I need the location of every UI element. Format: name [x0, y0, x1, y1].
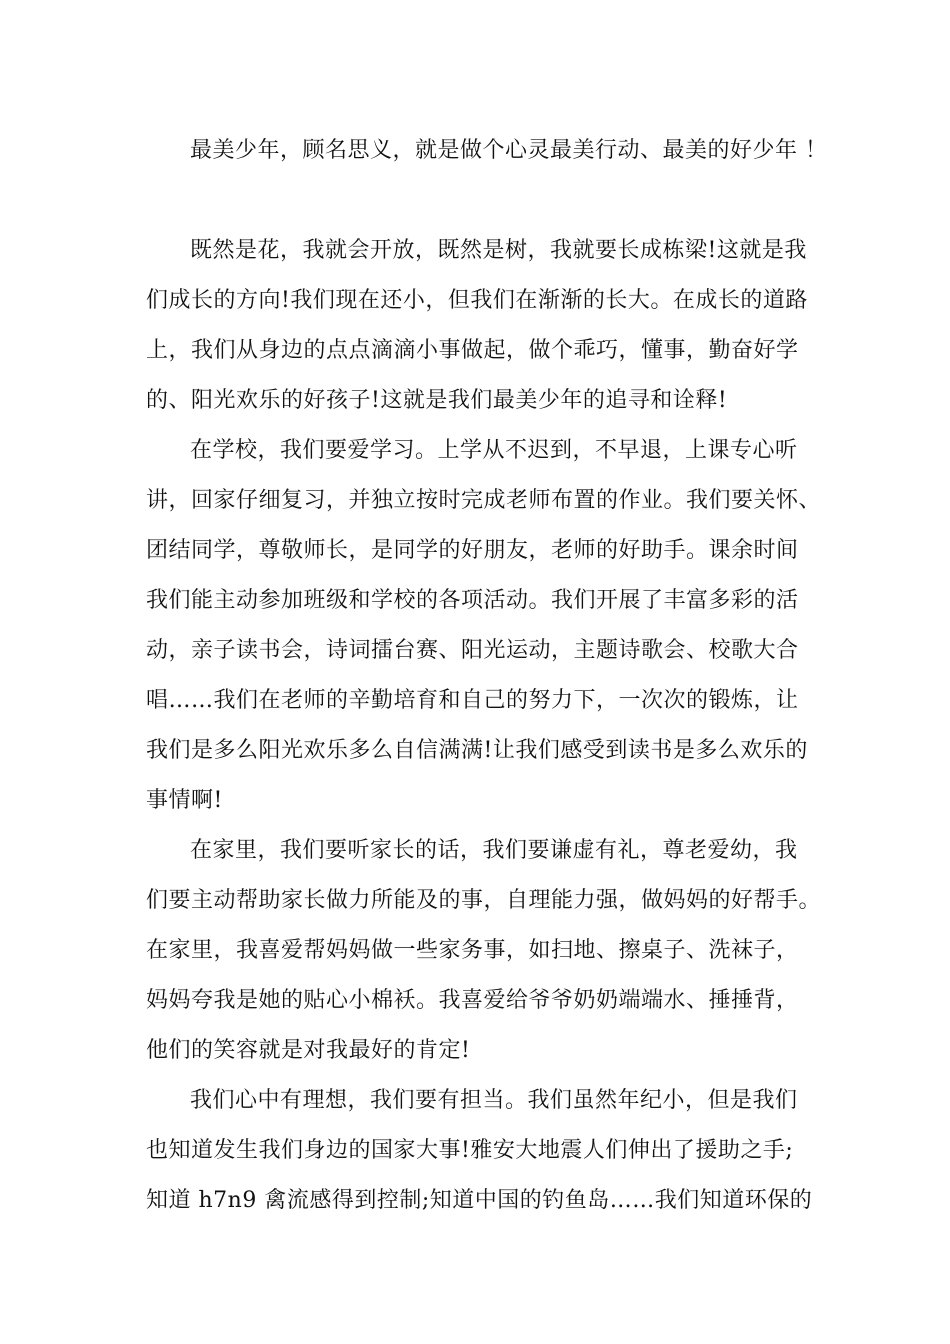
paragraph-2-line-1: 既然是花，我就会开放，既然是树，我就要长成栋梁!这就是我: [190, 238, 807, 263]
paragraph-4-line-1: 在家里，我们要听家长的话，我们要谦虚有礼，尊老爱幼，我: [190, 838, 798, 863]
paragraph-3-line-7: 我们是多么阳光欢乐多么自信满满!让我们感受到读书是多么欢乐的: [146, 738, 808, 763]
paragraph-3-line-1: 在学校，我们要爱学习。上学从不迟到，不早退，上课专心听: [190, 438, 798, 463]
paragraph-5-line-2: 也知道发生我们身边的国家大事!雅安大地震人们伸出了援助之手;: [146, 1138, 794, 1163]
paragraph-4-line-3: 在家里，我喜爱帮妈妈做一些家务事，如扫地、擦桌子、洗袜子，: [146, 938, 799, 963]
paragraph-4-line-5: 他们的笑容就是对我最好的肯定!: [146, 1038, 471, 1063]
paragraph-1-line-1: 最美少年，顾名思义，就是做个心灵最美行动、最美的好少年 ！: [190, 138, 828, 163]
paragraph-2-line-2: 们成长的方向!我们现在还小，但我们在渐渐的长大。在成长的道路: [146, 288, 808, 313]
paragraph-3-line-6: 唱……我们在老师的辛勤培育和自己的努力下，一次次的锻炼，让: [146, 688, 799, 713]
paragraph-3-line-5: 动，亲子读书会，诗词擂台赛、阳光运动，主题诗歌会、校歌大合: [146, 638, 799, 663]
paragraph-3-line-8: 事情啊!: [146, 788, 223, 813]
paragraph-5-line-3: 知道 h7n9 禽流感得到控制;知道中国的钓鱼岛……我们知道环保的: [146, 1188, 813, 1213]
paragraph-2-line-4: 的、阳光欢乐的好孩子!这就是我们最美少年的追寻和诠释!: [146, 388, 728, 413]
paragraph-4-line-2: 们要主动帮助家长做力所能及的事，自理能力强，做妈妈的好帮手。: [146, 888, 822, 913]
paragraph-2-line-3: 上，我们从身边的点点滴滴小事做起，做个乖巧，懂事，勤奋好学: [146, 338, 799, 363]
paragraph-4-line-4: 妈妈夸我是她的贴心小棉袄。我喜爱给爷爷奶奶端端水、捶捶背，: [146, 988, 799, 1013]
paragraph-3-line-3: 团结同学，尊敬师长，是同学的好朋友，老师的好助手。课余时间: [146, 538, 799, 563]
paragraph-3-line-2: 讲，回家仔细复习，并独立按时完成老师布置的作业。我们要关怀、: [146, 488, 822, 513]
paragraph-5-line-1: 我们心中有理想，我们要有担当。我们虽然年纪小，但是我们: [190, 1088, 798, 1113]
paragraph-3-line-4: 我们能主动参加班级和学校的各项活动。我们开展了丰富多彩的活: [146, 588, 799, 613]
